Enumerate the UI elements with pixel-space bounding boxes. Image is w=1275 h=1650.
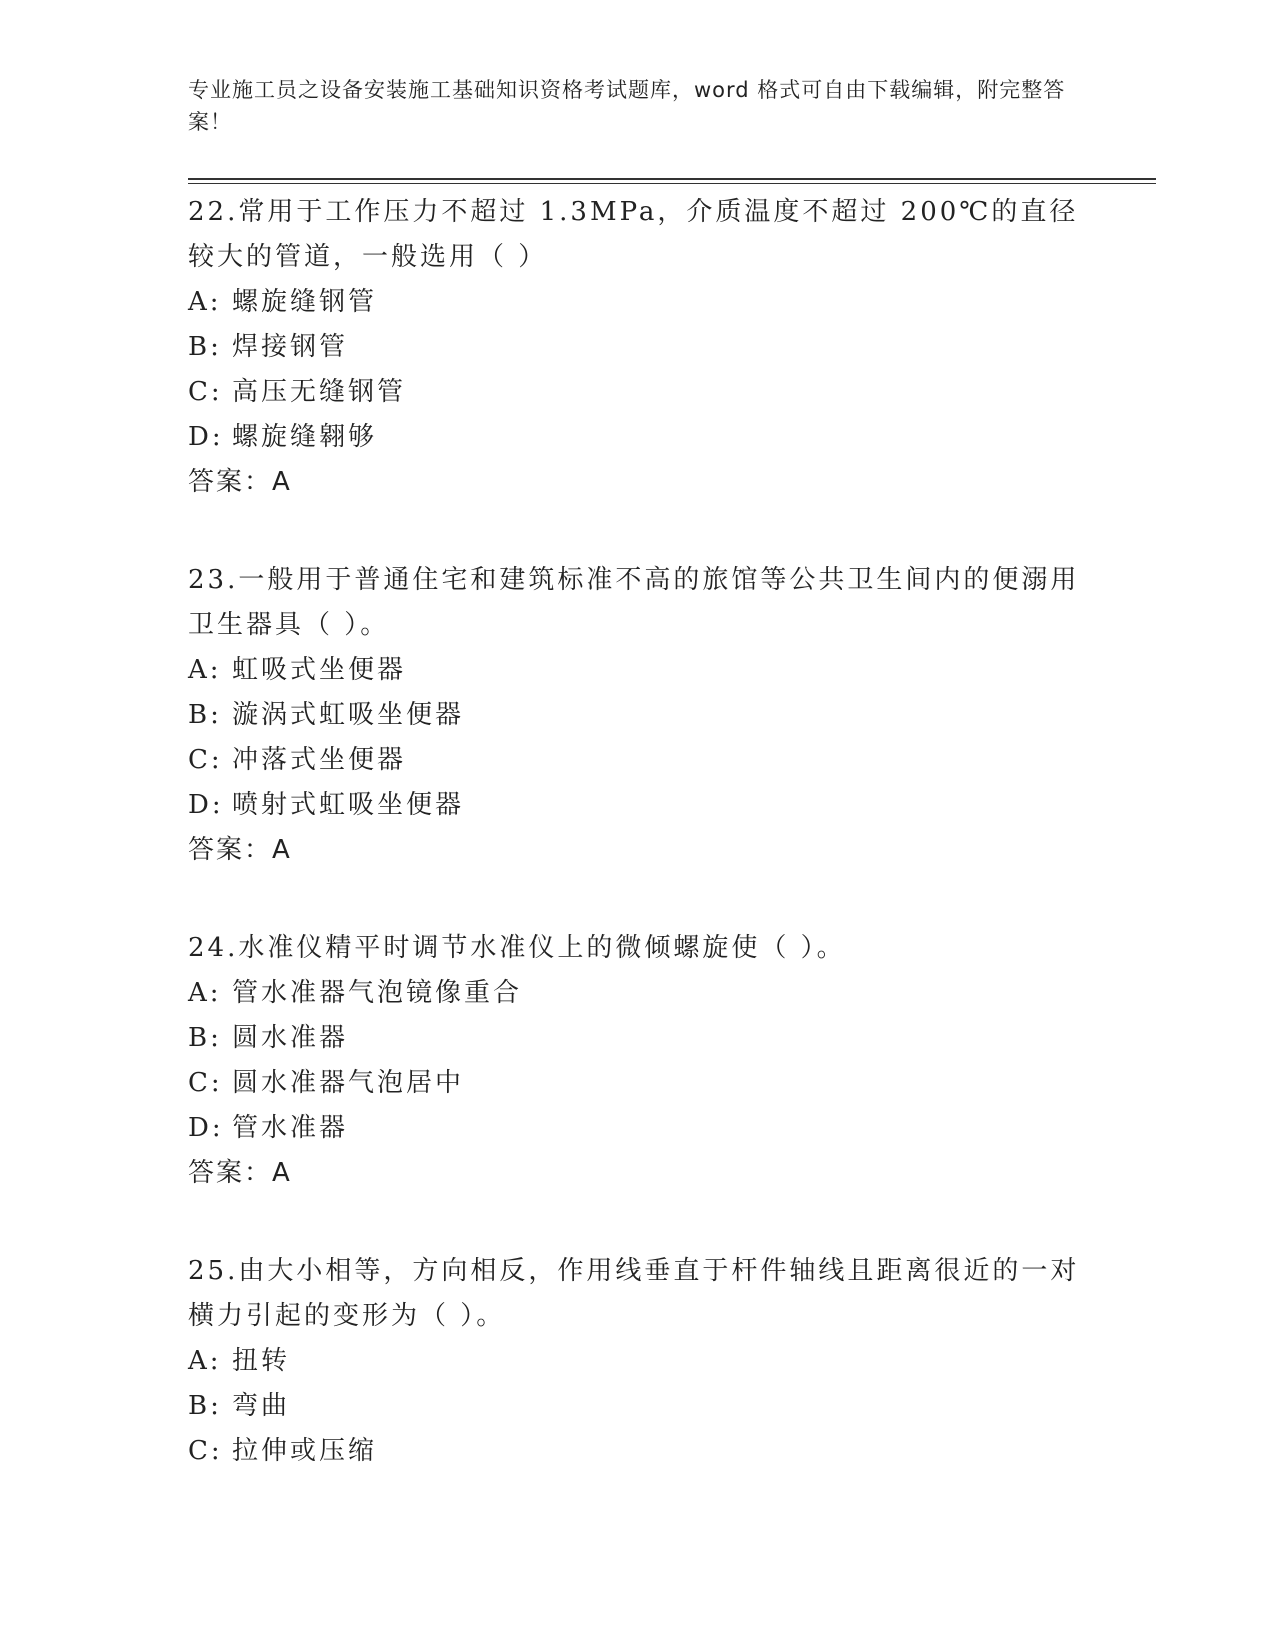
question-22 [188,190,1088,505]
document-header: 专业施工员之设备安装施工基础知识资格考试题库，word 格式可自由下载编辑，附完整答案！ [188,78,1066,134]
option-text: 管水准器气泡镜像重合 [232,978,523,1008]
answer-line: 答案：A [188,467,292,497]
option-a [188,1339,1088,1384]
option-letter: D: [188,790,224,820]
option-b [188,693,1088,738]
option-a [188,280,1088,325]
option-text: 螺旋缝翱够 [232,422,378,452]
option-c [188,1061,1088,1106]
question-25 [188,1249,1088,1474]
question-stem: 22.常用于工作压力不超过 1.3MPa，介质温度不超过 200℃的直径较大的管道，一般选用（ ） [188,197,1079,272]
option-text: 焊接钢管 [232,332,349,362]
question-stem: 25.由大小相等，方向相反，作用线垂直于杆件轴线且距离很近的一对横力引起的变形为（ ）。 [188,1256,1080,1331]
option-c [188,1429,1088,1474]
option-letter: C: [188,745,223,775]
option-text: 圆水准器气泡居中 [232,1068,465,1098]
option-letter: B: [188,1391,222,1421]
option-b [188,325,1088,370]
question-stem: 23.一般用于普通住宅和建筑标准不高的旅馆等公共卫生间内的便溺用卫生器具（ ）。 [188,565,1080,640]
option-b [188,1016,1088,1061]
option-c [188,738,1088,783]
option-letter: A: [188,1346,222,1376]
question-list [188,190,1088,1527]
option-letter: C: [188,1068,223,1098]
question-23 [188,558,1088,873]
option-letter: D: [188,1113,224,1143]
option-d [188,1106,1088,1151]
option-a [188,971,1088,1016]
option-letter: A: [188,655,222,685]
question-stem: 24.水准仪精平时调节水准仪上的微倾螺旋使（ ）。 [188,933,846,963]
option-b [188,1384,1088,1429]
option-text: 高压无缝钢管 [232,377,407,407]
option-text: 管水准器 [232,1113,349,1143]
option-d [188,415,1088,460]
option-d [188,783,1088,828]
option-text: 圆水准器 [232,1023,349,1053]
option-text: 冲落式坐便器 [232,745,407,775]
option-letter: D: [188,422,224,452]
option-letter: B: [188,700,222,730]
option-text: 拉伸或压缩 [232,1436,378,1466]
option-text: 虹吸式坐便器 [232,655,407,685]
option-text: 弯曲 [232,1391,291,1421]
option-text: 漩涡式虹吸坐便器 [232,700,465,730]
option-letter: C: [188,1436,223,1466]
answer-line: 答案：A [188,1158,292,1188]
answer-line: 答案：A [188,835,292,865]
option-letter: C: [188,377,223,407]
option-letter: A: [188,978,222,1008]
question-24 [188,926,1088,1196]
option-letter: B: [188,332,222,362]
option-c [188,370,1088,415]
option-text: 螺旋缝钢管 [232,287,378,317]
option-a [188,648,1088,693]
option-letter: B: [188,1023,222,1053]
option-text: 喷射式虹吸坐便器 [232,790,465,820]
header-divider-thin [188,183,1156,184]
header-divider-thick [188,178,1156,180]
option-text: 扭转 [232,1346,291,1376]
option-letter: A: [188,287,222,317]
